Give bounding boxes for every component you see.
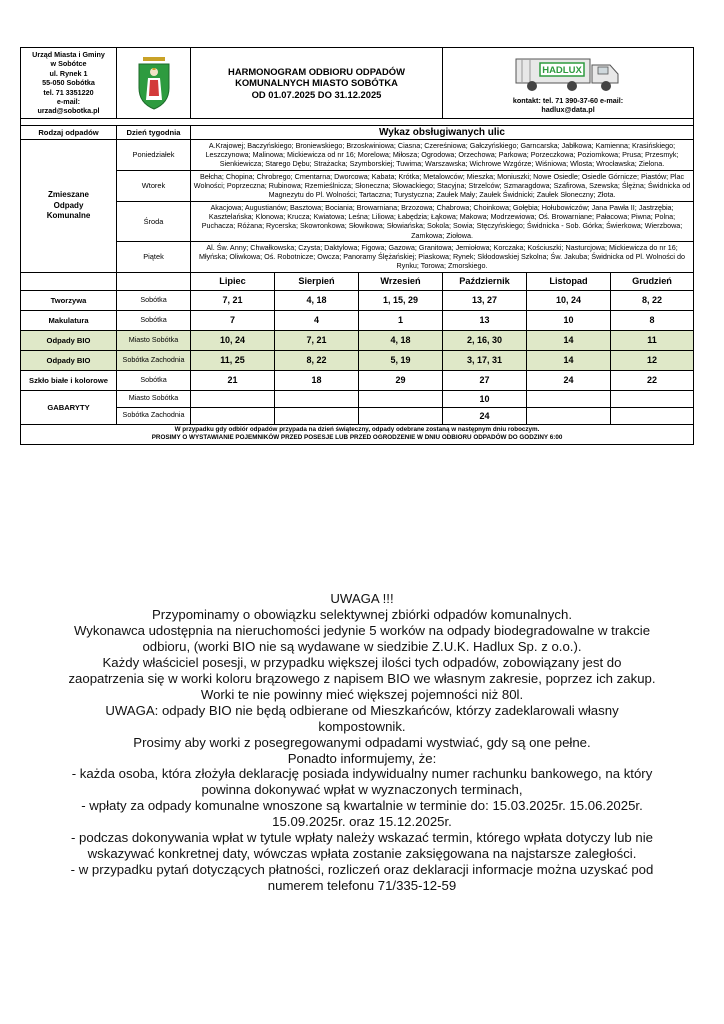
notice-line: Wykonawca udostępnia na nieruchomości jedynie 5 worków na odpady biodegradowalne w trakcie xyxy=(73,622,651,638)
pickup-dates: 10, 24 xyxy=(527,290,611,310)
pickup-dates: 4, 18 xyxy=(359,330,443,350)
pickup-dates: 11, 25 xyxy=(191,350,275,370)
office-line: 55-050 Sobótka xyxy=(42,78,95,88)
pickup-dates: 22 xyxy=(611,370,694,390)
notice-line: zaopatrzenia się w worki koloru brązowego z napisem BIO we własnym zakresie, poprzez ich zakup. xyxy=(68,670,656,686)
pickup-dates: 2, 16, 30 xyxy=(443,330,527,350)
pickup-dates: 3, 17, 31 xyxy=(443,350,527,370)
streets-monday: A.Krajowej; Baczyńskiego; Broniewskiego; Brzoskwiniowa; Ciasna; Czereśniowa; Gałczyńskiego; Garncarska; Jabłkowa; Kamienna; Krasińskiego; Leszczynowa; Malinowa; Mickiewicza od nr 16; Morelowa; Miłosza; Ogrodowa; Orzechowa; Parkowa; Porzeczkowa; Poziomkowa; Prusa; Przesmyk; Sienkiewicza; Starego Dębu; Strażacka; Szymborskiej; Tuwima; Warszawska; Wichrowe Wzgórze; Wiśniowa; Wlosta; Wrocławska; Zielona. xyxy=(191,139,694,170)
notice-line: Przypominamy o obowiązku selektywnej zbiórki odpadów komunalnych. xyxy=(151,606,572,622)
waste-area: Sobótka Zachodnia xyxy=(117,350,191,370)
pickup-dates: 14 xyxy=(527,350,611,370)
office-line: e-mail: xyxy=(56,97,81,107)
schedule-sheet xyxy=(20,47,693,445)
month-header: Grudzień xyxy=(611,272,694,290)
mixed-row-tuesday xyxy=(21,170,694,201)
pickup-dates: 24 xyxy=(527,370,611,390)
pickup-dates: 8 xyxy=(611,310,694,330)
header-waste-type: Rodzaj odpadów xyxy=(21,125,117,139)
pickup-dates: 21 xyxy=(191,370,275,390)
pickup-dates: 5, 19 xyxy=(359,350,443,370)
mixed-waste-name-line: Komunalne xyxy=(46,211,91,221)
pickup-dates: 7 xyxy=(191,310,275,330)
pickup-dates xyxy=(275,390,359,407)
pickup-dates xyxy=(191,407,275,424)
pickup-dates: 14 xyxy=(527,330,611,350)
months-blank xyxy=(21,272,117,290)
pickup-dates: 7, 21 xyxy=(191,290,275,310)
notice-line: Ponadto informujemy, że: xyxy=(287,750,437,766)
notice-block xyxy=(14,591,710,894)
month-header: Listopad xyxy=(527,272,611,290)
notice-line: UWAGA: odpady BIO nie będą odbierane od Mieszkańców, którzy zadeklarowali własny xyxy=(105,702,619,718)
footer-cell xyxy=(21,424,694,444)
header-weekday: Dzień tygodnia xyxy=(117,125,191,139)
title-line: OD 01.07.2025 DO 31.12.2025 xyxy=(251,88,382,100)
notice-line: - podczas dokonywania wpłat w tytule wpłaty należy wskazać termin, którego wpłata dotyczy lub nie xyxy=(71,830,653,846)
notice-line: - w przypadku pytań dotyczących płatności, rozliczeń oraz deklaracji informacje można uzyskać pod xyxy=(70,862,654,878)
pickup-dates: 13, 27 xyxy=(443,290,527,310)
pickup-dates: 4, 18 xyxy=(275,290,359,310)
contractor-cell xyxy=(443,48,694,119)
footer-holiday-note: W przypadku gdy odbiór odpadów przypada na dzień świąteczny, odpady odebrane zostaną w następnym dniu roboczym. xyxy=(174,425,540,433)
title-cell xyxy=(191,48,443,119)
office-line: w Sobótce xyxy=(50,59,87,69)
contractor-contact: kontakt: tel. 71 390-37-60 e-mail: xyxy=(512,95,624,105)
waste-type-name: Makulatura xyxy=(21,310,117,330)
gabaryty-row-miasto xyxy=(21,390,694,407)
pickup-dates xyxy=(275,407,359,424)
gabaryty-row-zachodnia xyxy=(21,407,694,424)
office-line: Urząd Miasta i Gminy xyxy=(32,50,105,59)
months-row xyxy=(21,272,694,290)
pickup-dates: 10 xyxy=(443,390,527,407)
schedule-row-bio-zachodnia xyxy=(21,350,694,370)
pickup-dates: 10 xyxy=(527,310,611,330)
notice-line: numerem telefonu 71/335-12-59 xyxy=(267,878,457,894)
month-header: Październik xyxy=(443,272,527,290)
pickup-dates: 12 xyxy=(611,350,694,370)
contractor-email: hadlux@data.pl xyxy=(541,105,595,115)
mixed-row-friday xyxy=(21,241,694,272)
pickup-dates: 7, 21 xyxy=(275,330,359,350)
notice-line: wskazywać konkretnej daty, wówczas wpłata zostanie zaksięgowana na najstarsze zaległości. xyxy=(87,846,637,862)
footer-bins-note: PROSIMY O WYSTAWIANIE POJEMNIKÓW PRZED POSESJE LUB PRZED OGRODZENIE W DNIU ODBIORU ODPADÓW DO GODZINY 6:00 xyxy=(151,434,563,442)
weekday-tuesday: Wtorek xyxy=(117,170,191,201)
pickup-dates: 18 xyxy=(275,370,359,390)
gabaryty-name: GABARYTY xyxy=(21,390,117,424)
footer-row xyxy=(21,424,694,444)
pickup-dates xyxy=(527,407,611,424)
streets-tuesday: Bełcha; Chopina; Chrobrego; Cmentarna; Dworcowa; Kabata; Krótka; Metalowców; Mieszka; Moniuszki; Nowe Osiedle; Osiedle Górnicze; Piastów; Plac Wolności; Poprzeczna; Rubinowa; Rzemieślnicza; Słoneczna; Słowackiego; Stacyjna; Strzelców; Szmaragdowa; Szafirowa, Szewska; Ślężna; Świdnicka od Magnezytu do Pl. Wolności; Tartaczna; Turystyczna; Zaułek Mały; Zaułek Świdnicki; Zaułek Słoneczny; Złota. xyxy=(191,170,694,201)
waste-type-name: Odpady BIO xyxy=(21,330,117,350)
notice-line: powinna dokonywać wpłat w wyznaczonych terminach, xyxy=(201,782,523,798)
spacer-row xyxy=(21,118,694,125)
title-line: KOMUNALNYCH MIASTO SOBÓTKA xyxy=(235,77,398,89)
pickup-dates xyxy=(359,407,443,424)
header-row xyxy=(21,48,694,119)
pickup-dates: 8, 22 xyxy=(611,290,694,310)
schedule-table xyxy=(20,47,694,445)
pickup-dates: 4 xyxy=(275,310,359,330)
pickup-dates xyxy=(611,390,694,407)
schedule-row-tworzywa xyxy=(21,290,694,310)
notice-line: Każdy właściciel posesji, w przypadku większej ilości tych odpadów, zobowiązany jest do xyxy=(102,654,622,670)
garbage-truck-icon xyxy=(512,53,624,93)
pickup-dates xyxy=(611,407,694,424)
notice-line: 15.09.2025r. oraz 15.12.2025r. xyxy=(272,814,452,830)
mixed-waste-name-line: Odpady xyxy=(53,200,84,210)
notice-line: Worki te nie powinny mieć większej pojemności niż 80l. xyxy=(200,686,524,702)
waste-area: Miasto Sobótka xyxy=(117,330,191,350)
notice-line: UWAGA !!! xyxy=(330,591,394,606)
waste-area: Sobótka xyxy=(117,290,191,310)
column-header-row xyxy=(21,125,694,139)
pickup-dates: 10, 24 xyxy=(191,330,275,350)
coat-of-arms-cell xyxy=(117,48,191,119)
streets-friday: Al. Św. Anny; Chwałkowska; Czysta; Daktylowa; Figowa; Gazowa; Granitowa; Jemiołowa; Korczaka; Kościuszki; Nasturcjowa; Mickiewicza do nr 16; Młyńska; Oliwkowa; Oś. Robotnicze; Owcza; Panoramy Ślężańskiej; Piaskowa; Rynek; Skłodowskiej Szkolna; Św. Jakuba; Świdnicka od Pl. Wolności do Rynku; Torowa; Zmorskiego. xyxy=(191,241,694,272)
office-line: tel. 71 3351220 xyxy=(43,87,94,97)
coat-of-arms-icon xyxy=(136,56,172,110)
office-line: urzad@sobotka.pl xyxy=(37,106,100,116)
waste-area: Miasto Sobótka xyxy=(117,390,191,407)
notice-line: Prosimy aby worki z posegregowanymi odpadami wystwiać, gdy są one pełne. xyxy=(133,734,591,750)
notice-line: odbioru, (worki BIO nie są wydawane w siedzibie Z.U.K. Hadlux Sp. z o.o.). xyxy=(142,638,582,654)
weekday-wednesday: Środa xyxy=(117,201,191,241)
pickup-dates xyxy=(359,390,443,407)
contractor-logo-text: HADLUX xyxy=(542,64,582,76)
month-header: Sierpień xyxy=(275,272,359,290)
pickup-dates: 29 xyxy=(359,370,443,390)
office-address xyxy=(21,48,117,119)
pickup-dates: 27 xyxy=(443,370,527,390)
weekday-monday: Poniedziałek xyxy=(117,139,191,170)
schedule-row-bio-miasto xyxy=(21,330,694,350)
pickup-dates xyxy=(527,390,611,407)
pickup-dates: 11 xyxy=(611,330,694,350)
header-streets: Wykaz obsługiwanych ulic xyxy=(191,125,694,139)
weekday-friday: Piątek xyxy=(117,241,191,272)
notice-line: - wpłaty za odpady komunalne wnoszone są kwartalnie w terminie do: 15.03.2025r. 15.06.2025r. xyxy=(81,798,643,814)
pickup-dates: 1 xyxy=(359,310,443,330)
waste-type-name: Odpady BIO xyxy=(21,350,117,370)
mixed-waste-name-line: Zmieszane xyxy=(48,190,89,200)
schedule-row-szklo xyxy=(21,370,694,390)
month-header: Wrzesień xyxy=(359,272,443,290)
schedule-row-makulatura xyxy=(21,310,694,330)
months-blank xyxy=(117,272,191,290)
office-line: ul. Rynek 1 xyxy=(49,68,88,78)
streets-wednesday: Akacjowa; Augustianów; Basztowa; Bociania; Browarniana; Brzozowa; Chabrowa; Choinkowa; Gołębia; Hołubowiczów; Jana Pawła II; Jastrzębia; Kasztelańska; Klonowa; Krucza; Kwiatowa; Leśna; Liliowa; Łabędzia; Łąkowa; Makowa; Modrzewiowa; Oś. Browarniane; Pałacowa; Piwna; Polna; Puchacza; Różana; Rycerska; Skowronkowa; Słowikowa; Słowiańska; Sokola; Sowia; Stęczyńskiego; Świdnicka - Sob. Górka; Świerkowa; Wierzbowa; Zamkowa; Ziołowa. xyxy=(191,201,694,241)
title-line: HARMONOGRAM ODBIORU ODPADÓW xyxy=(228,65,405,77)
pickup-dates: 13 xyxy=(443,310,527,330)
month-header: Lipiec xyxy=(191,272,275,290)
waste-type-name: Tworzywa xyxy=(21,290,117,310)
waste-type-name: Szkło białe i kolorowe xyxy=(21,370,117,390)
waste-area: Sobótka xyxy=(117,370,191,390)
pickup-dates xyxy=(191,390,275,407)
pickup-dates: 1, 15, 29 xyxy=(359,290,443,310)
waste-area: Sobótka xyxy=(117,310,191,330)
mixed-row-wednesday xyxy=(21,201,694,241)
notice-line: kompostownik. xyxy=(318,718,406,734)
mixed-waste-name xyxy=(21,139,117,272)
waste-area: Sobótka Zachodnia xyxy=(117,407,191,424)
pickup-dates: 24 xyxy=(443,407,527,424)
mixed-row-monday xyxy=(21,139,694,170)
pickup-dates: 8, 22 xyxy=(275,350,359,370)
notice-line: - każda osoba, która złożyła deklarację posiada indywidualny numer rachunku bankowego, na który xyxy=(71,766,653,782)
